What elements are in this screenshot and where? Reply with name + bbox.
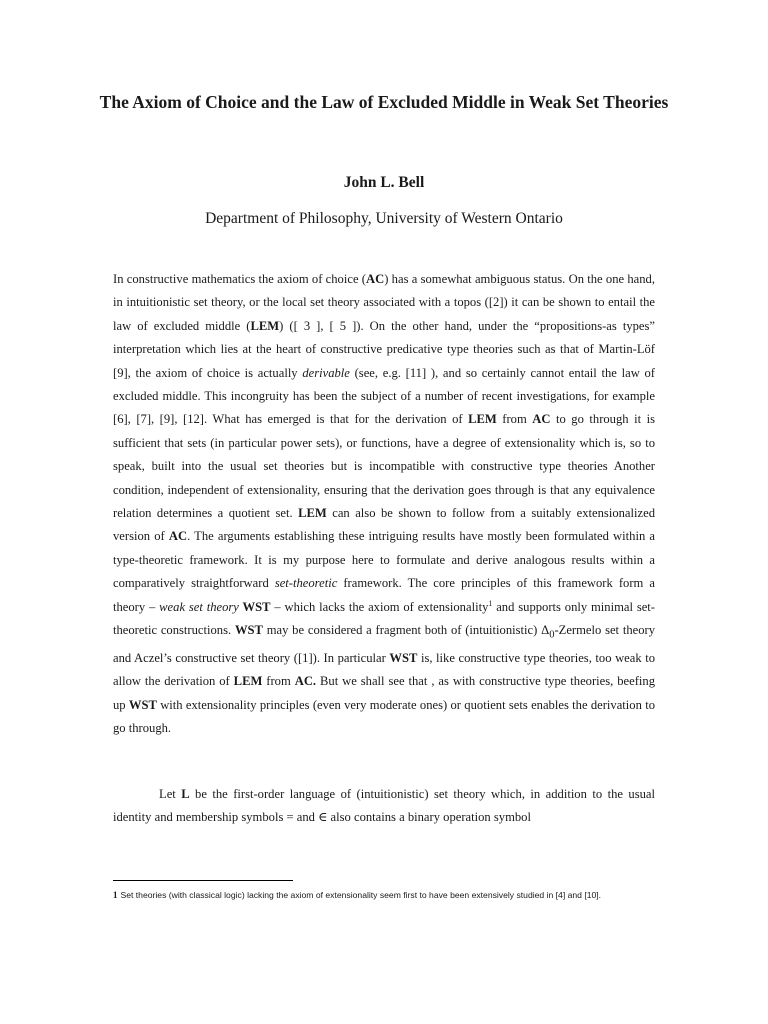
text-run: from xyxy=(496,412,533,427)
text-run: is, like constructive type theories, too weak to allow the derivation of xyxy=(113,651,655,689)
footnote-marker[interactable]: 1 xyxy=(488,598,493,608)
footnote-divider xyxy=(113,880,293,881)
text-run: may be considered a fragment both of (intuitionistic) Δ xyxy=(262,623,550,638)
text-run: But we shall see that , as with constructive type theories, beefing up xyxy=(113,674,655,712)
text-run: and supports only minimal set-theoretic constructions. xyxy=(113,599,656,638)
footnote-text: Set theories (with classical logic) lacking the axiom of extensionality seem first to have been extensively studied in [4] and [10]. xyxy=(120,890,602,900)
term-wst: WST xyxy=(234,623,263,638)
footnote-number: 1 xyxy=(113,890,118,900)
term-wst: WST xyxy=(238,599,271,614)
text-run: framework. The core principles of this framework form a theory – xyxy=(113,576,655,614)
subscript-zero: 0 xyxy=(549,629,555,641)
term-ac: AC xyxy=(532,412,551,427)
term-wst: WST xyxy=(389,651,418,666)
text-run: ) ([ 3 ], [ 5 ]). On the other hand, under the “propositions-as types” interpretation which lies at the heart of constructive predicative type theories such as that of Martin-Löf [9], the axiom of choice is actually xyxy=(113,318,656,380)
paragraph-1 xyxy=(113,268,655,741)
term-lem: LEM xyxy=(298,506,327,521)
text-run: – which lacks the axiom of extensionality xyxy=(270,599,489,614)
text-run: be the first-order language of (intuitionistic) set theory which, in addition to the usual identity and membership symbols = and ∈ also contains a binary operation symbol xyxy=(113,787,655,825)
text-run: -Zermelo set theory and Aczel’s constructive set theory ([1]). In particular xyxy=(113,623,656,666)
emphasis-weak-set-theory: weak set theory xyxy=(159,599,239,614)
author-name: John L. Bell xyxy=(343,174,425,191)
term-wst: WST xyxy=(128,697,157,712)
text-run: ) has a somewhat ambiguous status. On the one hand, in intuitionistic set theory, or the local set theory associated with a topos ([2]) it can be shown to entail the law of excluded middle ( xyxy=(113,272,655,333)
term-ac: AC. xyxy=(294,674,317,689)
text-run: Let xyxy=(159,787,182,801)
text-run: . The arguments establishing these intriguing results have mostly been formulated within a type-theoretic framework. It is my purpose here to formulate and derive analogous results within a comparatively straightforward xyxy=(113,529,655,591)
emphasis-set-theoretic: set-theoretic xyxy=(274,576,338,591)
term-lem: LEM xyxy=(233,674,263,689)
emphasis-derivable: derivable xyxy=(302,365,350,380)
text-run: to go through it is sufficient that sets (in particular power sets), or functions, have a degree of extensionality which is, so to speak, built into the usual set theories but is incompatible with constructive type theories Another condition, independent of extensionality, ensuring that the derivation goes through is that any equivalence relation determines a quotient set. xyxy=(113,412,655,521)
text-run: from xyxy=(262,674,295,689)
term-language-l: L xyxy=(181,787,190,801)
term-lem: LEM xyxy=(468,412,497,427)
term-ac: AC xyxy=(168,529,188,544)
term-ac: AC xyxy=(366,272,385,286)
footnote xyxy=(113,889,673,901)
paper-title: The Axiom of Choice and the Law of Excluded Middle in Weak Set Theories xyxy=(99,92,669,112)
text-run: In constructive mathematics the axiom of choice ( xyxy=(113,272,367,286)
author-affiliation: Department of Philosophy, University of Western Ontario xyxy=(205,210,563,227)
term-lem: LEM xyxy=(250,318,280,333)
text-run: with extensionality principles (even very moderate ones) or quotient sets enables the derivation to go through. xyxy=(113,697,655,736)
paragraph-2 xyxy=(113,783,655,830)
text-run: (see, e.g. [11] ), and so certainly cannot entail the law of excluded middle. This incongruity has been the subject of a number of recent investigations, for example [6], [7], [9], [12]. What has emerged is that for the derivation of xyxy=(113,365,655,427)
text-run: can also be shown to follow from a suitably extensionalized version of xyxy=(113,506,655,544)
